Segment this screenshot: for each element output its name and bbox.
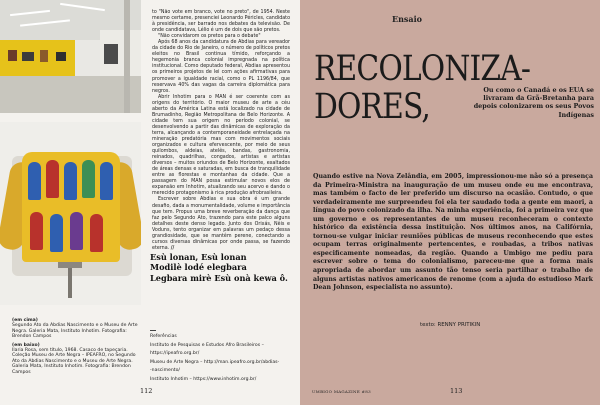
subtitle: Ou como o Canadá e os EUA se livraram da Grã-Bretanha para depois colonizarem os seus Povos Indígenas [473,86,594,119]
references-rule [150,330,156,331]
section-label: Ensaio [392,14,422,24]
coat-figure [90,214,103,252]
pull-quote [150,252,290,283]
coat-figure [64,162,77,200]
coat-figure [100,162,113,200]
references-title: Referências [150,334,177,339]
artwork [104,44,118,64]
body-paragraph-text: Escrever sobre Abdias e sua obra é um grande desafio, dada a monumentalidade, volume e importância que tem. Propus uma breve reverberação da dança que faz pelo Segundo Ato, trazendo para este palco alguns detalhes deste denso legado. Junto dos Orixás, Nêis e Voduns, tento organizar em palavras um pedaço dessa grandiosidade, que se mantêm perene, conectando a cursos diversas dinâmicas por onde passa, se fazendo eterna. [152,197,290,251]
display-stand [68,268,72,298]
caption [12,343,138,375]
headline-line: DORES, [314,87,431,127]
reference-line[interactable]: -nascimento/ [150,368,180,374]
caption-text: Segundo Ato da Abdias Nascimento e o Museu de Arte Negra. Galeria Mata, Instituto Inhotim. Fotografia: Brendon Campos [12,323,138,340]
coat-figure [50,214,63,252]
coat-figure [30,212,43,250]
intro-paragraph: Quando estive na Nova Zelândia, em 2005, impressionou-me não só a presença da Primeira-Ministra na inauguração de um museu onde eu me encontrava, mas também o facto de ler preferido um discurso na ocasião. Contudo, o que verdadeiramente me surpreendeu foi ela ter saudado toda a gente em maori, a língua do povo colonizado da ilha. Na minha experiência, foi a primeira vez que um governo e os representantes de um museu reconheceram o contexto histórico da existência dessa instituição. Nos últimos anos, na Califórnia, tornou-se vulgar iniciar reuniões públicas de museus reconhecendo que estes ocupam terras originalmente pertencentes, e roubadas, a tribos nativas especificamente nomeadas, da região. Quando a Umbigo me pediu para escrever sobre o tema do colonialismo, pareceu-me que a forma mais apropriada de abordar um assunto tão tenso seria partilhar o trabalho de alguns artistas nativos americanos de renome (com a ajuda do estudioso Mark Dean Johnson, especialista no assunto). [313,173,593,292]
author-credit: texto: RENNY PRITIKIN [420,322,481,328]
reference-line[interactable]: Instituto Inhotim – https://www.inhotim.org.br/ [150,376,257,382]
caption-head: (em baixo) [12,342,40,348]
artwork [56,52,66,61]
artwork [8,50,17,61]
magazine-folio: UMBIGO MAGAZINE #83 [312,389,371,394]
gallery-column [124,0,130,113]
page-number-right: 113 [450,387,463,395]
reference-line: Instituto de Pesquisas e Estudos Afro Brasileiros – [150,342,264,348]
body-paragraph: "Não convidarom os pretos para o debate" [158,34,261,40]
caption [12,318,138,340]
references [150,330,290,385]
gallery-floor [0,76,141,113]
artwork [22,52,34,61]
body-paragraph: Após 68 anos da candidatura de Abdias para vereador da cidade do Rio de Janeiro, o número de políticos pretos eleitos no Brasil continua tímido, reforçando a hegemonia branca colonial impregnada na política institucional. Como deputado federal, Abdias apresentou os primeiros projetos de lei com ações afirmativas para promover a igualdade racial, como o PL 1196/84, que reservava 40% das vagas da carreira diplomática para negros. [152,40,290,94]
body-paragraph: to "Não vote em branco, vote no preto", de 1954. Neste mesmo certame, presenciei Leonardo Péricles, candidato à presidência, ser barrado nos debates da televisão. De onde candidatava, Lélio é um de dois que são pretos. [152,10,290,34]
page-number-left: 112 [140,387,153,395]
article-body [152,10,290,252]
end-mark: // [170,245,175,251]
reference-line[interactable]: Museu de Arte Negra – http://man.ipeafro.org.br/abdias- [150,359,280,365]
coat-figure [28,162,41,200]
body-paragraph: Abrir Inhotim para o MAN é ser coerente com as origens do território. O maior museu de arte a céu aberto da América Latina está localizado na cidade de Brumadinho, Região Metropolitana de Belo Horizonte. A cidade tem sua origem no período colonial, se desenvolvendo a partir das dinâmicas de exploração da terra, alcançando a contemporaneidade entrelaçada na mineração predatória mas com movimentos sociais organizados e cultura efervescente, por meio de seus quilombos, aldeias, atelês, bandas, gastronomia, reinados, quadrilhas, congados, artistas e artistas diversos – muitos oriundos de Belo Horizonte, exaltados de áreas densas e saturadas, em busca de tranquilidade entre as florestas e montanhas da cidade. Que a passagem do MAN possa estimular novos elos de expansão em Inhotim, atualizando seu acervo e dando o merecido protagonismo à rica produção afrobrasileira. [152,94,290,197]
coat-figure [70,212,83,250]
gallery-photo [0,0,141,113]
pull-quote-line: Legbara mirè Esù onà kewa ô. [150,272,288,283]
artwork [40,50,48,62]
pull-quote-line: Modilè lodé elegbara [150,262,247,273]
coat-figure [46,160,59,198]
tapestry-coat-photo [0,122,141,305]
pull-quote-line: Esù lonan, Esù lonan [150,252,247,262]
body-paragraph [152,197,290,251]
reference-link[interactable]: https://ipeafro.org.br/ [150,351,200,357]
caption-head: (em cima) [12,318,38,323]
coat-figure [82,160,95,198]
headline-line: RECOLONIZA- [314,49,531,89]
caption-text: Ilaria Rosa, sem título, 1968. Casaco de tapeçaria. Coleção Museu de Arte Negra – IPEAFRO, no Segundo Ato da Abdias Nascimento e o Museu de Arte Negra. Galeria Mata, Instituto Inhotim. Fotografia: Brendon Campos [12,348,136,375]
photo-captions [12,318,138,378]
